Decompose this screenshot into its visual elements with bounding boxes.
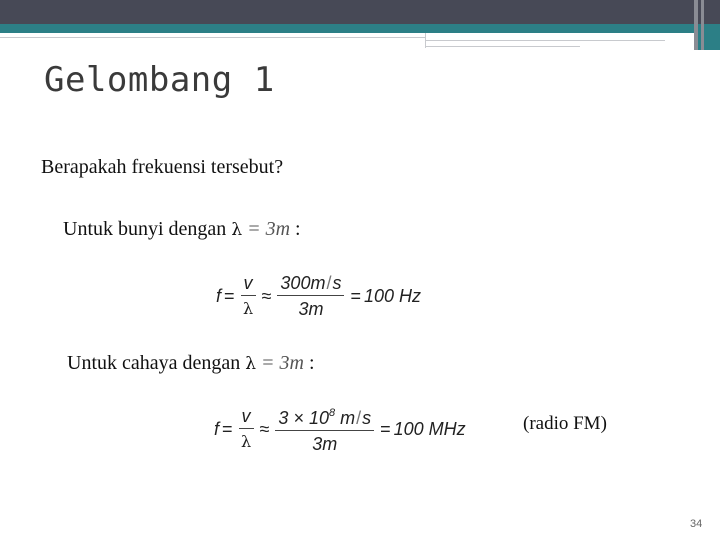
fraction-speed-over-wavelength (275, 402, 374, 456)
unit-slash: / (356, 408, 362, 428)
light-wavelength: = 3m (256, 352, 304, 374)
header-dark-bar (0, 0, 720, 24)
speed-value: 3 × 10 (278, 408, 329, 428)
lambda-symbol: λ (231, 220, 243, 240)
radio-fm-note: (radio FM) (523, 413, 607, 434)
fraction-v-over-lambda (239, 405, 254, 454)
colon: : (304, 352, 315, 374)
light-result: 100 MHz (393, 418, 466, 439)
header-teal-bar (0, 24, 720, 33)
speed-exponent: 8 (328, 407, 336, 419)
fraction-denominator: 3m (312, 434, 338, 454)
fraction-v-over-lambda (241, 272, 256, 321)
sound-wavelength: = 3m (242, 218, 291, 240)
header-stripe-1 (694, 0, 698, 50)
header-divider-1 (0, 37, 425, 38)
fraction-numerator (277, 272, 344, 296)
approx-sign: ≈ (261, 286, 272, 306)
fraction-numerator: v (241, 272, 256, 296)
sound-condition (63, 218, 301, 241)
header-divider-4 (425, 40, 665, 41)
unit-s: s (332, 273, 342, 293)
sound-formula (216, 272, 421, 321)
fraction-denominator: 3m (298, 299, 324, 319)
question-text: Berapakah frekuensi tersebut? (41, 156, 284, 178)
fraction-numerator: v (239, 405, 254, 429)
unit-slash: / (326, 273, 332, 293)
header-stripe-2 (701, 0, 704, 50)
equals-sign: = (224, 286, 235, 306)
approx-sign: ≈ (259, 418, 270, 439)
sound-intro: Untuk bunyi dengan (63, 218, 232, 240)
unit-m: m (340, 408, 356, 428)
formula-lhs: f (214, 418, 220, 439)
equals-sign: = (350, 286, 361, 306)
light-intro: Untuk cahaya dengan (67, 352, 246, 374)
colon: : (290, 218, 301, 240)
formula-lhs: f (216, 286, 222, 306)
equals-sign: = (380, 418, 391, 439)
lambda-symbol: λ (245, 354, 257, 374)
header-divider-3 (425, 46, 580, 47)
fraction-speed-over-wavelength (277, 272, 344, 321)
fraction-numerator (275, 402, 374, 431)
sound-result: 100 Hz (364, 286, 422, 306)
fraction-denominator: λ (242, 299, 254, 318)
unit-m: m (310, 273, 326, 293)
page-number: 34 (690, 518, 703, 530)
light-condition (67, 352, 315, 375)
fraction-denominator: λ (240, 431, 252, 451)
unit-s: s (362, 408, 372, 428)
light-formula (214, 402, 466, 456)
slide-title: Gelombang 1 (44, 60, 275, 100)
equals-sign: = (222, 418, 233, 439)
speed-value: 300 (280, 273, 311, 293)
